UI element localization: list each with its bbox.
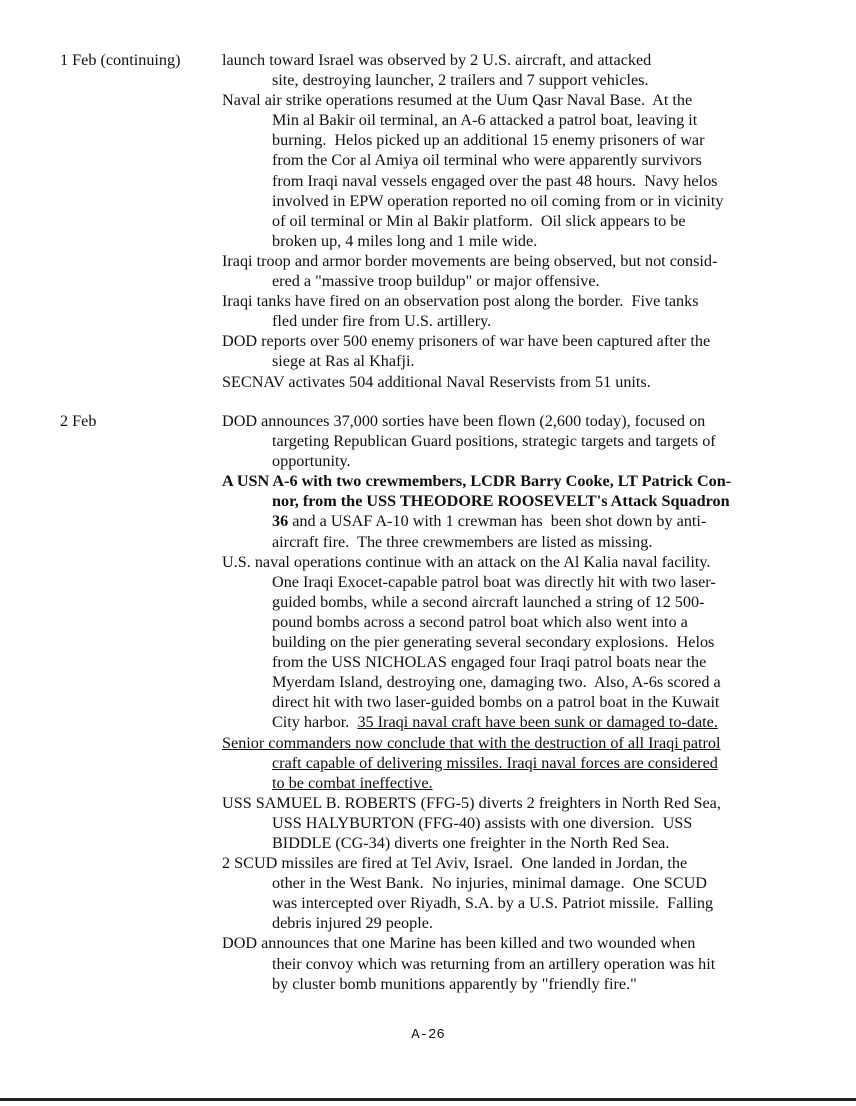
entry-line [222, 954, 822, 974]
entry-text: of oil terminal or Min al Bakir platform. Oil slick appears to be [272, 211, 686, 230]
entry-line [222, 351, 822, 371]
entry-line [222, 251, 822, 271]
entry-line [222, 150, 822, 170]
entry-line [222, 753, 822, 773]
page-number: A-26 [411, 1027, 445, 1043]
entry-text: from the USS NICHOLAS engaged four Iraqi patrol boats near the [272, 653, 707, 672]
entry-line [222, 733, 822, 753]
entry-text: Min al Bakir oil terminal, an A-6 attacked a patrol boat, leaving it [272, 111, 698, 130]
chronology-entry [222, 853, 822, 933]
entry-text: City harbor. [272, 713, 358, 732]
entry-line [222, 652, 822, 672]
entry-line [222, 372, 822, 392]
entry-text: USS SAMUEL B. ROBERTS (FFG-5) diverts 2 freighters in North Red Sea, [222, 793, 721, 812]
chronology-entry [222, 291, 822, 331]
entry-text: from the Cor al Amiya oil terminal who were apparently survivors [272, 151, 702, 170]
entry-text: pound bombs across a second patrol boat which also went into a [272, 612, 688, 631]
bottom-rule [0, 1098, 856, 1101]
entry-text: from Iraqi naval vessels engaged over the past 48 hours. Navy helos [272, 171, 718, 190]
chronology-entry [222, 331, 822, 371]
chronology-entry [222, 471, 822, 551]
entry-text: USS HALYBURTON (FFG-40) assists with one diversion. USS [272, 813, 693, 832]
entry-text: direct hit with two laser-guided bombs on a patrol boat in the Kuwait [272, 693, 720, 712]
entry-text: Myerdam Island, destroying one, damaging two. Also, A-6s scored a [272, 673, 721, 692]
section-date: 1 Feb (continuing) [60, 51, 181, 69]
entry-text: broken up, 4 miles long and 1 mile wide. [272, 231, 538, 250]
chronology-entry [222, 90, 822, 251]
entry-line [222, 612, 822, 632]
entry-line [222, 471, 822, 491]
entry-line [222, 873, 822, 893]
chronology-entry [222, 411, 822, 471]
entry-line [222, 191, 822, 211]
entry-line [222, 813, 822, 833]
entry-text: BIDDLE (CG-34) diverts one freighter in the North Red Sea. [272, 833, 670, 852]
entry-text: involved in EPW operation reported no oil coming from or in vicinity [272, 191, 724, 210]
chronology-entry [222, 372, 822, 392]
entry-line [222, 672, 822, 692]
entry-text: burning. Helos picked up an additional 15 enemy prisoners of war [272, 131, 705, 150]
entry-line [222, 532, 822, 552]
entry-text: ered a "massive troop buildup" or major offensive. [272, 272, 600, 291]
bold-text: nor, from the USS THEODORE ROOSEVELT's Attack Squadron [272, 492, 730, 511]
entry-line [222, 90, 822, 110]
entry-text: DOD reports over 500 enemy prisoners of war have been captured after the [222, 332, 711, 351]
entry-text: guided bombs, while a second aircraft launched a string of 12 500- [272, 592, 705, 611]
entry-line [222, 130, 822, 150]
entry-text: building on the pier generating several secondary explosions. Helos [272, 633, 715, 652]
entry-text: opportunity. [272, 452, 351, 471]
bold-text: 36 [272, 512, 289, 531]
entry-line [222, 431, 822, 451]
entry-line [222, 110, 822, 130]
entry-text: siege at Ras al Khafji. [272, 352, 415, 371]
entry-line [222, 793, 822, 813]
entry-line [222, 331, 822, 351]
entry-text: fled under fire from U.S. artillery. [272, 312, 492, 331]
entry-line [222, 712, 822, 732]
entry-line [222, 211, 822, 231]
entry-line [222, 311, 822, 331]
entry-text: One Iraqi Exocet-capable patrol boat was directly hit with two laser- [272, 572, 716, 591]
entry-text: was intercepted over Riyadh, S.A. by a U.S. Patriot missile. Falling [272, 894, 714, 913]
entry-text: U.S. naval operations continue with an attack on the Al Kalia naval facility. [222, 552, 711, 571]
entry-text: DOD announces that one Marine has been killed and two wounded when [222, 934, 696, 953]
section-entries [222, 411, 822, 994]
entry-text: their convoy which was returning from an artillery operation was hit [272, 954, 716, 973]
entry-line [222, 913, 822, 933]
chronology-entry [222, 251, 822, 291]
entry-line [222, 833, 822, 853]
section-date: 2 Feb [60, 412, 97, 430]
entry-text: aircraft fire. The three crewmembers are listed as missing. [272, 532, 653, 551]
entry-line [222, 491, 822, 511]
entry-text: and a USAF A-10 with 1 crewman has been shot down by anti- [288, 512, 707, 531]
entry-line [222, 271, 822, 291]
entry-line [222, 572, 822, 592]
entry-line [222, 552, 822, 572]
chronology-entry [222, 793, 822, 853]
bold-text: A USN A-6 with two crewmembers, LCDR Barry Cooke, LT Patrick Con- [222, 472, 732, 491]
entry-text: targeting Republican Guard positions, strategic targets and targets of [272, 432, 716, 451]
entry-line [222, 171, 822, 191]
section-entries [222, 50, 822, 392]
entry-text: debris injured 29 people. [272, 914, 433, 933]
entry-line [222, 50, 822, 70]
entry-text: 2 SCUD missiles are fired at Tel Aviv, Israel. One landed in Jordan, the [222, 854, 688, 873]
entry-line [222, 592, 822, 612]
chronology-entry [222, 552, 822, 733]
entry-line [222, 291, 822, 311]
entry-line [222, 451, 822, 471]
chronology-entry [222, 733, 822, 793]
entry-line [222, 231, 822, 251]
entry-text: launch toward Israel was observed by 2 U.S. aircraft, and attacked [222, 51, 652, 69]
entry-line [222, 70, 822, 90]
entry-text: Iraqi tanks have fired on an observation post along the border. Five tanks [222, 292, 699, 311]
entry-text: site, destroying launcher, 2 trailers and 7 support vehicles. [272, 71, 649, 90]
entry-text: Iraqi troop and armor border movements are being observed, but not consid- [222, 251, 718, 270]
chronology-entry [222, 933, 822, 993]
entry-line [222, 411, 822, 431]
entry-line [222, 511, 822, 531]
entry-line [222, 974, 822, 994]
entry-line [222, 933, 822, 953]
entry-text: DOD announces 37,000 sorties have been flown (2,600 today), focused on [222, 412, 706, 430]
underlined-text: to be combat ineffective. [272, 773, 433, 792]
entry-text: Naval air strike operations resumed at the Uum Qasr Naval Base. At the [222, 91, 693, 110]
underlined-text: 35 Iraqi naval craft have been sunk or damaged to-date. [357, 713, 718, 732]
chronology-entry [222, 50, 822, 90]
entry-line [222, 632, 822, 652]
underlined-text: Senior commanders now conclude that with the destruction of all Iraqi patrol [222, 733, 721, 752]
entry-text: other in the West Bank. No injuries, minimal damage. One SCUD [272, 874, 707, 893]
underlined-text: craft capable of delivering missiles. Iraqi naval forces are considered [272, 753, 718, 772]
entry-line [222, 773, 822, 793]
entry-text: SECNAV activates 504 additional Naval Reservists from 51 units. [222, 372, 651, 391]
entry-line [222, 893, 822, 913]
entry-line [222, 692, 822, 712]
entry-line [222, 853, 822, 873]
entry-text: by cluster bomb munitions apparently by "friendly fire." [272, 974, 637, 993]
